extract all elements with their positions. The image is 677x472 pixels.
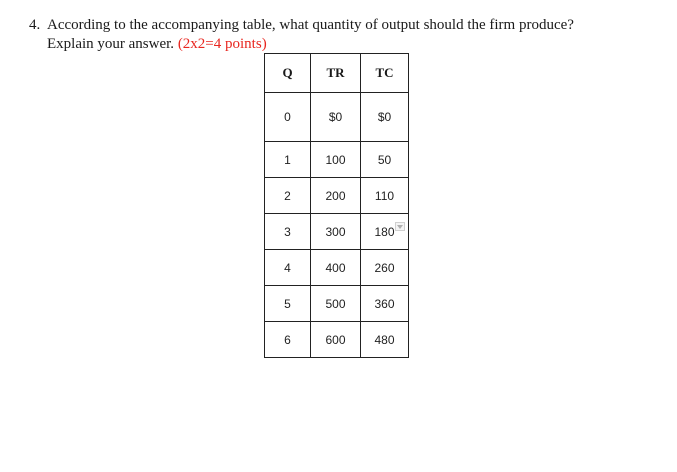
cell-tc: 480 <box>361 322 409 358</box>
header-tc: TC <box>361 54 409 93</box>
cell-q: 2 <box>265 178 311 214</box>
revenue-cost-table <box>264 53 409 358</box>
question-number: 4. <box>29 17 41 33</box>
header-tr: TR <box>311 54 361 93</box>
cell-tc: 360 <box>361 286 409 322</box>
table-row <box>265 322 409 358</box>
question-line-2 <box>29 35 669 54</box>
cell-tr: $0 <box>311 93 361 142</box>
table-row <box>265 93 409 142</box>
cell-q: 1 <box>265 142 311 178</box>
cell-tc: $0 <box>361 93 409 142</box>
cell-q: 0 <box>265 93 311 142</box>
cell-tr: 500 <box>311 286 361 322</box>
header-q: Q <box>265 54 311 93</box>
cell-tc: 260 <box>361 250 409 286</box>
table-row <box>265 250 409 286</box>
question-line-1 <box>29 16 669 35</box>
cell-tr: 400 <box>311 250 361 286</box>
question-prompt: According to the accompanying table, what quantity of output should the firm produce? <box>47 17 574 33</box>
question-text <box>29 16 669 54</box>
cell-tr: 300 <box>311 214 361 250</box>
cell-tc: 110 <box>361 178 409 214</box>
chevron-down-icon[interactable] <box>395 222 405 231</box>
data-table-container <box>264 53 409 358</box>
table-row <box>265 286 409 322</box>
table-header-row <box>265 54 409 93</box>
cell-tc: 50 <box>361 142 409 178</box>
table-row <box>265 178 409 214</box>
cell-tr: 200 <box>311 178 361 214</box>
table-row <box>265 214 409 250</box>
cell-q: 6 <box>265 322 311 358</box>
table-row <box>265 142 409 178</box>
cell-q: 3 <box>265 214 311 250</box>
cell-tr: 100 <box>311 142 361 178</box>
cell-q: 4 <box>265 250 311 286</box>
points-label: (2x2=4 points) <box>177 36 267 52</box>
cell-tc <box>361 214 409 250</box>
cell-tr: 600 <box>311 322 361 358</box>
cell-tc-value: 180 <box>374 224 395 239</box>
cell-q: 5 <box>265 286 311 322</box>
question-instruction: Explain your answer. <box>47 36 175 52</box>
